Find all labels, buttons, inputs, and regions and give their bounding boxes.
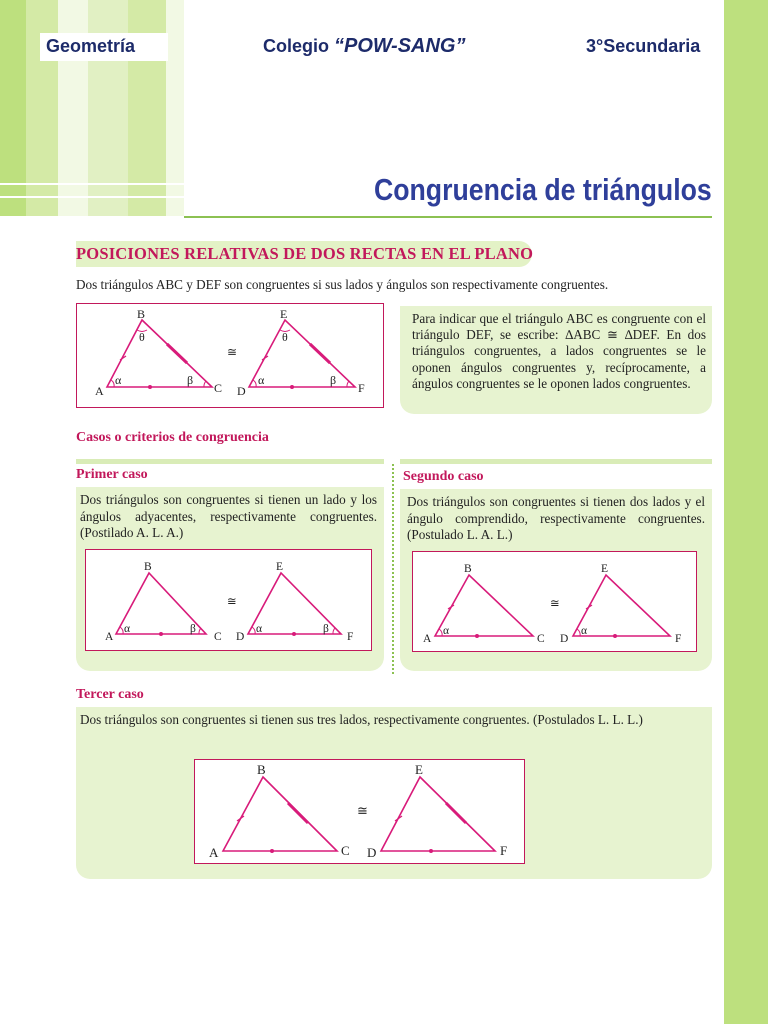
label-beta: β xyxy=(187,373,194,387)
congruent-symbol-3: ≅ xyxy=(357,803,368,818)
first-case-text: Dos triángulos son congruentes si tienen un lado y los ángulos adyacentes, respectivamente congruentes. (Postilado A. L. A.) xyxy=(80,492,377,540)
label-b-2: B xyxy=(464,563,472,575)
definition-figure xyxy=(76,303,384,408)
case-divider xyxy=(392,464,394,674)
first-case-bar xyxy=(76,459,384,464)
label-a-3: A xyxy=(209,845,219,860)
first-case-triangles xyxy=(86,550,370,649)
label-e-1: E xyxy=(276,561,284,573)
label-e: E xyxy=(280,307,288,321)
first-case-title: Primer caso xyxy=(76,467,148,482)
label-alpha-2a: α xyxy=(443,625,450,637)
label-beta-1b: β xyxy=(323,623,329,635)
third-case-title: Tercer caso xyxy=(76,687,144,702)
label-beta-2: β xyxy=(330,373,337,387)
label-a-1: A xyxy=(105,631,114,643)
label-alpha-1b: α xyxy=(256,623,263,635)
label-d-2: D xyxy=(560,633,569,645)
section-intro: Dos triángulos ABC y DEF son congruentes si sus lados y ángulos son respectivamente congruentes. xyxy=(76,277,609,292)
label-theta-2: θ xyxy=(282,330,288,344)
header-school-name: “POW-SANG” xyxy=(334,35,466,57)
third-case-figure xyxy=(194,759,525,864)
triangle-abc-2 xyxy=(435,575,533,636)
definition-notation: ∆ABC ≅ ∆DEF xyxy=(565,327,657,343)
header-school xyxy=(263,35,465,58)
label-alpha: α xyxy=(115,373,122,387)
definition-note xyxy=(412,311,706,392)
label-c-3: C xyxy=(341,843,350,858)
header-school-prefix: Colegio xyxy=(263,36,334,56)
label-b: B xyxy=(137,307,146,321)
section-title: POSICIONES RELATIVAS DE DOS RECTAS EN EL PLANO xyxy=(76,244,534,263)
label-c-1: C xyxy=(214,631,222,643)
third-case-triangles xyxy=(195,760,523,862)
decor-line-bottom xyxy=(0,196,184,198)
label-theta: θ xyxy=(139,330,145,344)
label-a-2: A xyxy=(423,633,432,645)
congruent-symbol-1: ≅ xyxy=(227,596,237,608)
third-case-text: Dos triángulos son congruentes si tienen sus tres lados, respectivamente congruentes. (Postulados L. L. L.) xyxy=(80,712,643,727)
label-f-3: F xyxy=(500,843,508,858)
label-b-3: B xyxy=(257,762,266,777)
label-alpha-2: α xyxy=(258,373,265,387)
second-case-triangles xyxy=(413,552,695,650)
first-case-figure xyxy=(85,549,372,651)
triangle-def-2 xyxy=(573,575,670,636)
label-b-1: B xyxy=(144,561,152,573)
label-d-3: D xyxy=(367,845,377,860)
header-grade: 3°Secundaria xyxy=(586,36,701,56)
header-subject: Geometría xyxy=(46,36,136,56)
definition-note-line2: . En dos triángulos congruentes, a lados congruentes se le oponen ángulos congruentes y, recíprocamente, a ángulos congruentes se le oponen lados congruentes. xyxy=(412,327,706,391)
label-c-2: C xyxy=(537,633,545,645)
label-f: F xyxy=(358,381,365,395)
label-e-3: E xyxy=(415,762,423,777)
label-beta-1: β xyxy=(190,623,196,635)
second-case-bar xyxy=(400,459,712,464)
decor-line-top xyxy=(0,183,184,185)
definition-note-line1: Para indicar que el triángulo ABC es congruente con el triángulo DEF, se escribe: xyxy=(412,311,706,343)
page-title: Congruencia de triángulos xyxy=(374,172,712,207)
label-d-1: D xyxy=(236,631,245,643)
label-d: D xyxy=(237,384,246,398)
label-e-2: E xyxy=(601,563,609,575)
triangle-abc-3 xyxy=(223,777,337,851)
second-case-title: Segundo caso xyxy=(403,469,484,484)
second-case-figure xyxy=(412,551,697,652)
congruent-symbol-2: ≅ xyxy=(550,598,560,610)
definition-triangles xyxy=(77,304,382,406)
criteria-heading: Casos o criterios de congruencia xyxy=(76,430,269,445)
label-alpha-2b: α xyxy=(581,625,588,637)
decor-right-bar xyxy=(724,0,768,1024)
label-a: A xyxy=(95,384,104,398)
triangle-abc xyxy=(107,320,212,387)
title-underline xyxy=(184,216,712,218)
label-c: C xyxy=(214,381,223,395)
congruent-symbol: ≅ xyxy=(227,345,238,359)
label-alpha-1: α xyxy=(124,623,131,635)
second-case-text: Dos triángulos son congruentes si tienen dos lados y el ángulo comprendido, respectivamente congruentes. (Postulado L. A. L.) xyxy=(407,494,705,542)
label-f-2: F xyxy=(675,633,682,645)
label-f-1: F xyxy=(347,631,354,643)
triangle-def xyxy=(249,320,355,387)
triangle-def-3 xyxy=(381,777,495,851)
